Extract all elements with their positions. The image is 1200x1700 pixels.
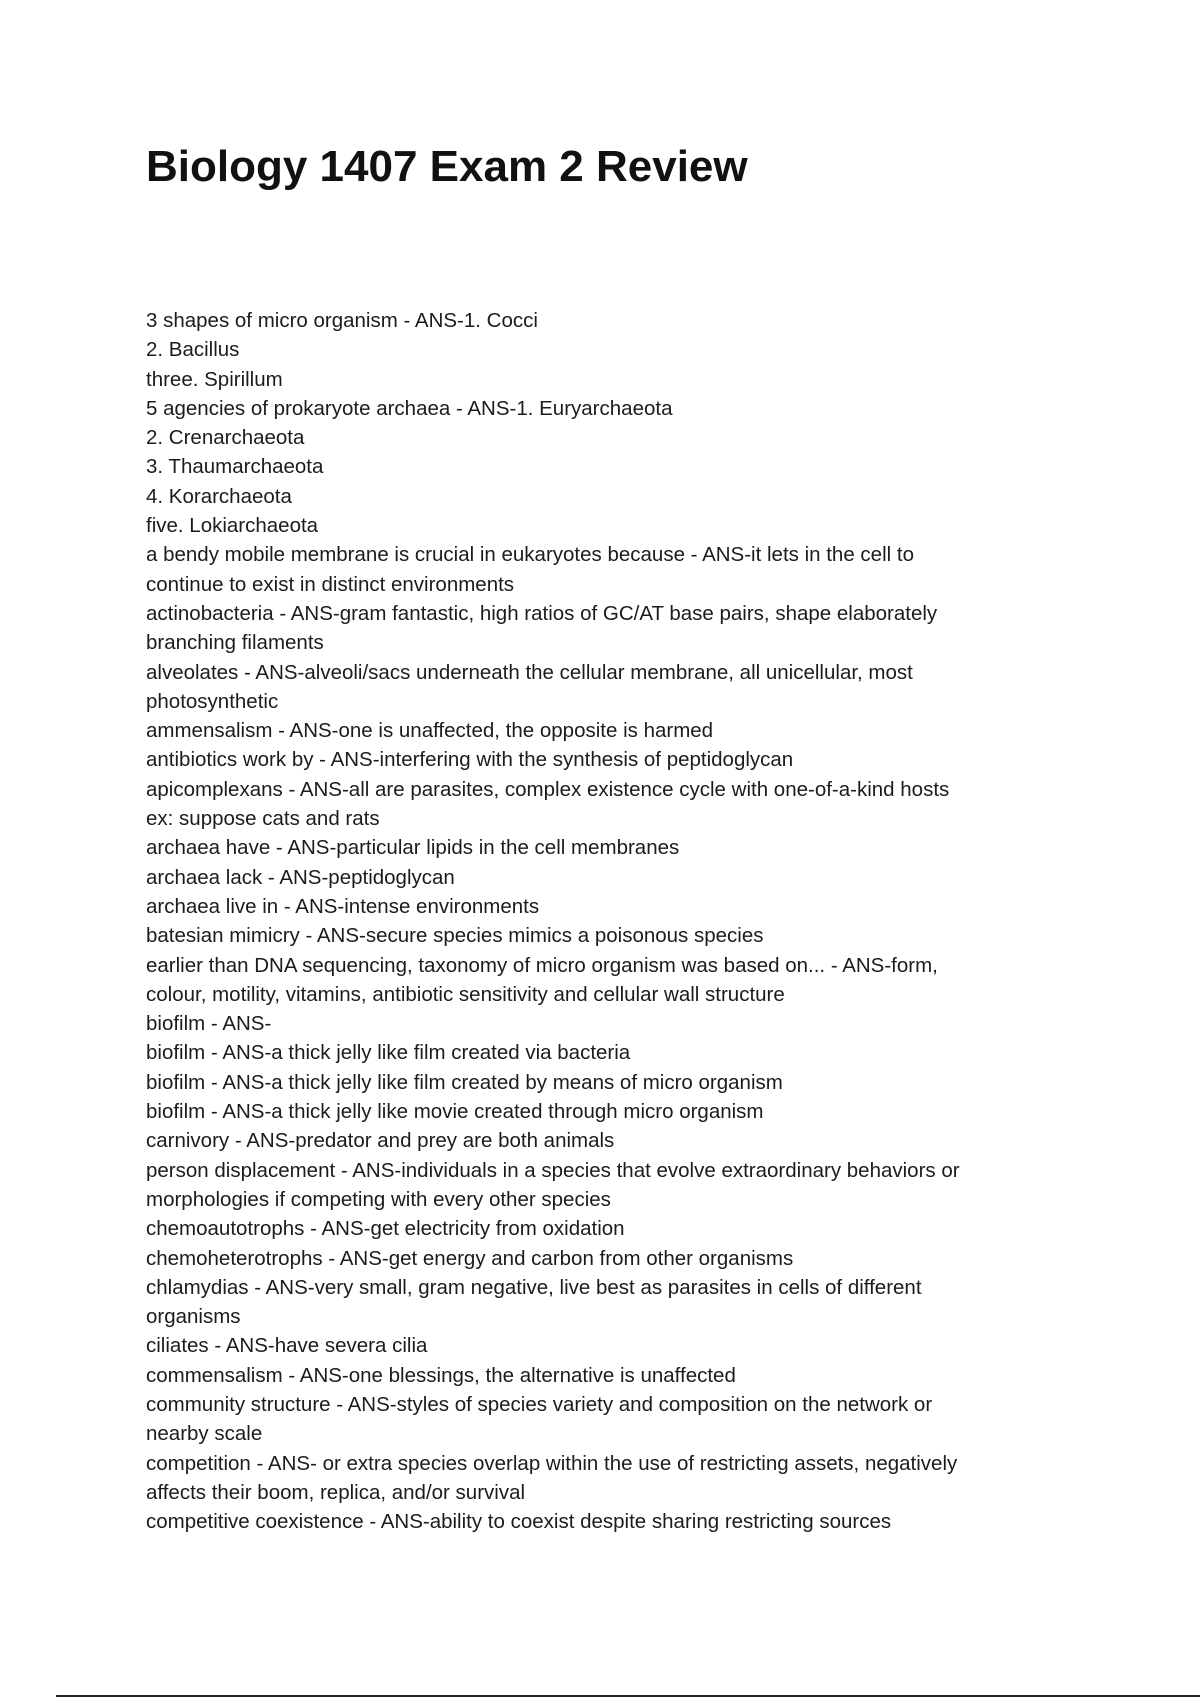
text-line: competition - ANS- or extra species overlap within the use of restricting assets, negatively (146, 1451, 958, 1475)
footer-divider (56, 1695, 1200, 1697)
text-line: affects their boom, replica, and/or survival (146, 1480, 526, 1504)
text-line: 5 agencies of prokaryote archaea - ANS-1. Euryarchaeota (146, 396, 673, 420)
text-line: earlier than DNA sequencing, taxonomy of micro organism was based on... - ANS-form, (146, 953, 938, 977)
text-line: continue to exist in distinct environments (146, 572, 515, 596)
text-line: colour, motility, vitamins, antibiotic sensitivity and cellular wall structure (146, 982, 785, 1006)
text-line: chlamydias - ANS-very small, gram negative, live best as parasites in cells of different (146, 1275, 922, 1299)
text-line: 4. Korarchaeota (146, 484, 292, 508)
text-line: archaea live in - ANS-intense environments (146, 894, 540, 918)
text-line: person displacement - ANS-individuals in a species that evolve extraordinary behaviors or (146, 1158, 960, 1182)
text-line: branching filaments (146, 631, 324, 655)
review-text-body (146, 306, 1046, 1536)
text-line: ciliates - ANS-have severa cilia (146, 1334, 428, 1358)
page-title: Biology 1407 Exam 2 Review (146, 142, 748, 191)
text-line: organisms (146, 1305, 241, 1329)
text-line: actinobacteria - ANS-gram fantastic, high ratios of GC/AT base pairs, shape elaborately (146, 601, 938, 625)
text-line: ex: suppose cats and rats (146, 807, 380, 831)
text-line: chemoheterotrophs - ANS-get energy and carbon from other organisms (146, 1246, 794, 1270)
text-line: biofilm - ANS-a thick jelly like film created by means of micro organism (146, 1070, 783, 1094)
text-line: ammensalism - ANS-one is unaffected, the opposite is harmed (146, 719, 714, 743)
text-line: archaea have - ANS-particular lipids in the cell membranes (146, 836, 680, 860)
text-line: 2. Bacillus (146, 338, 240, 362)
text-line: biofilm - ANS- (146, 1012, 272, 1036)
text-line: archaea lack - ANS-peptidoglycan (146, 865, 455, 889)
text-line: a bendy mobile membrane is crucial in eukaryotes because - ANS-it lets in the cell to (146, 543, 914, 567)
text-line: chemoautotrophs - ANS-get electricity from oxidation (146, 1217, 625, 1241)
text-line: apicomplexans - ANS-all are parasites, complex existence cycle with one-of-a-kind hosts (146, 777, 950, 801)
text-line: photosynthetic (146, 689, 279, 713)
text-line: three. Spirillum (146, 367, 283, 391)
text-line: competitive coexistence - ANS-ability to coexist despite sharing restricting sources (146, 1510, 892, 1534)
text-line: antibiotics work by - ANS-interfering with the synthesis of peptidoglycan (146, 748, 794, 772)
text-line: five. Lokiarchaeota (146, 514, 319, 538)
text-line: commensalism - ANS-one blessings, the alternative is unaffected (146, 1363, 736, 1387)
text-line: alveolates - ANS-alveoli/sacs underneath the cellular membrane, all unicellular, most (146, 660, 913, 684)
text-line: biofilm - ANS-a thick jelly like film created via bacteria (146, 1041, 631, 1065)
text-line: nearby scale (146, 1422, 263, 1446)
text-line: 3. Thaumarchaeota (146, 455, 324, 479)
text-line: community structure - ANS-styles of species variety and composition on the network or (146, 1392, 933, 1416)
text-line: carnivory - ANS-predator and prey are both animals (146, 1129, 615, 1153)
text-line: biofilm - ANS-a thick jelly like movie created through micro organism (146, 1100, 764, 1124)
text-line: 3 shapes of micro organism - ANS-1. Cocci (146, 309, 538, 332)
text-line: 2. Crenarchaeota (146, 426, 305, 450)
text-line: batesian mimicry - ANS-secure species mimics a poisonous species (146, 924, 764, 948)
text-line: morphologies if competing with every other species (146, 1187, 611, 1211)
